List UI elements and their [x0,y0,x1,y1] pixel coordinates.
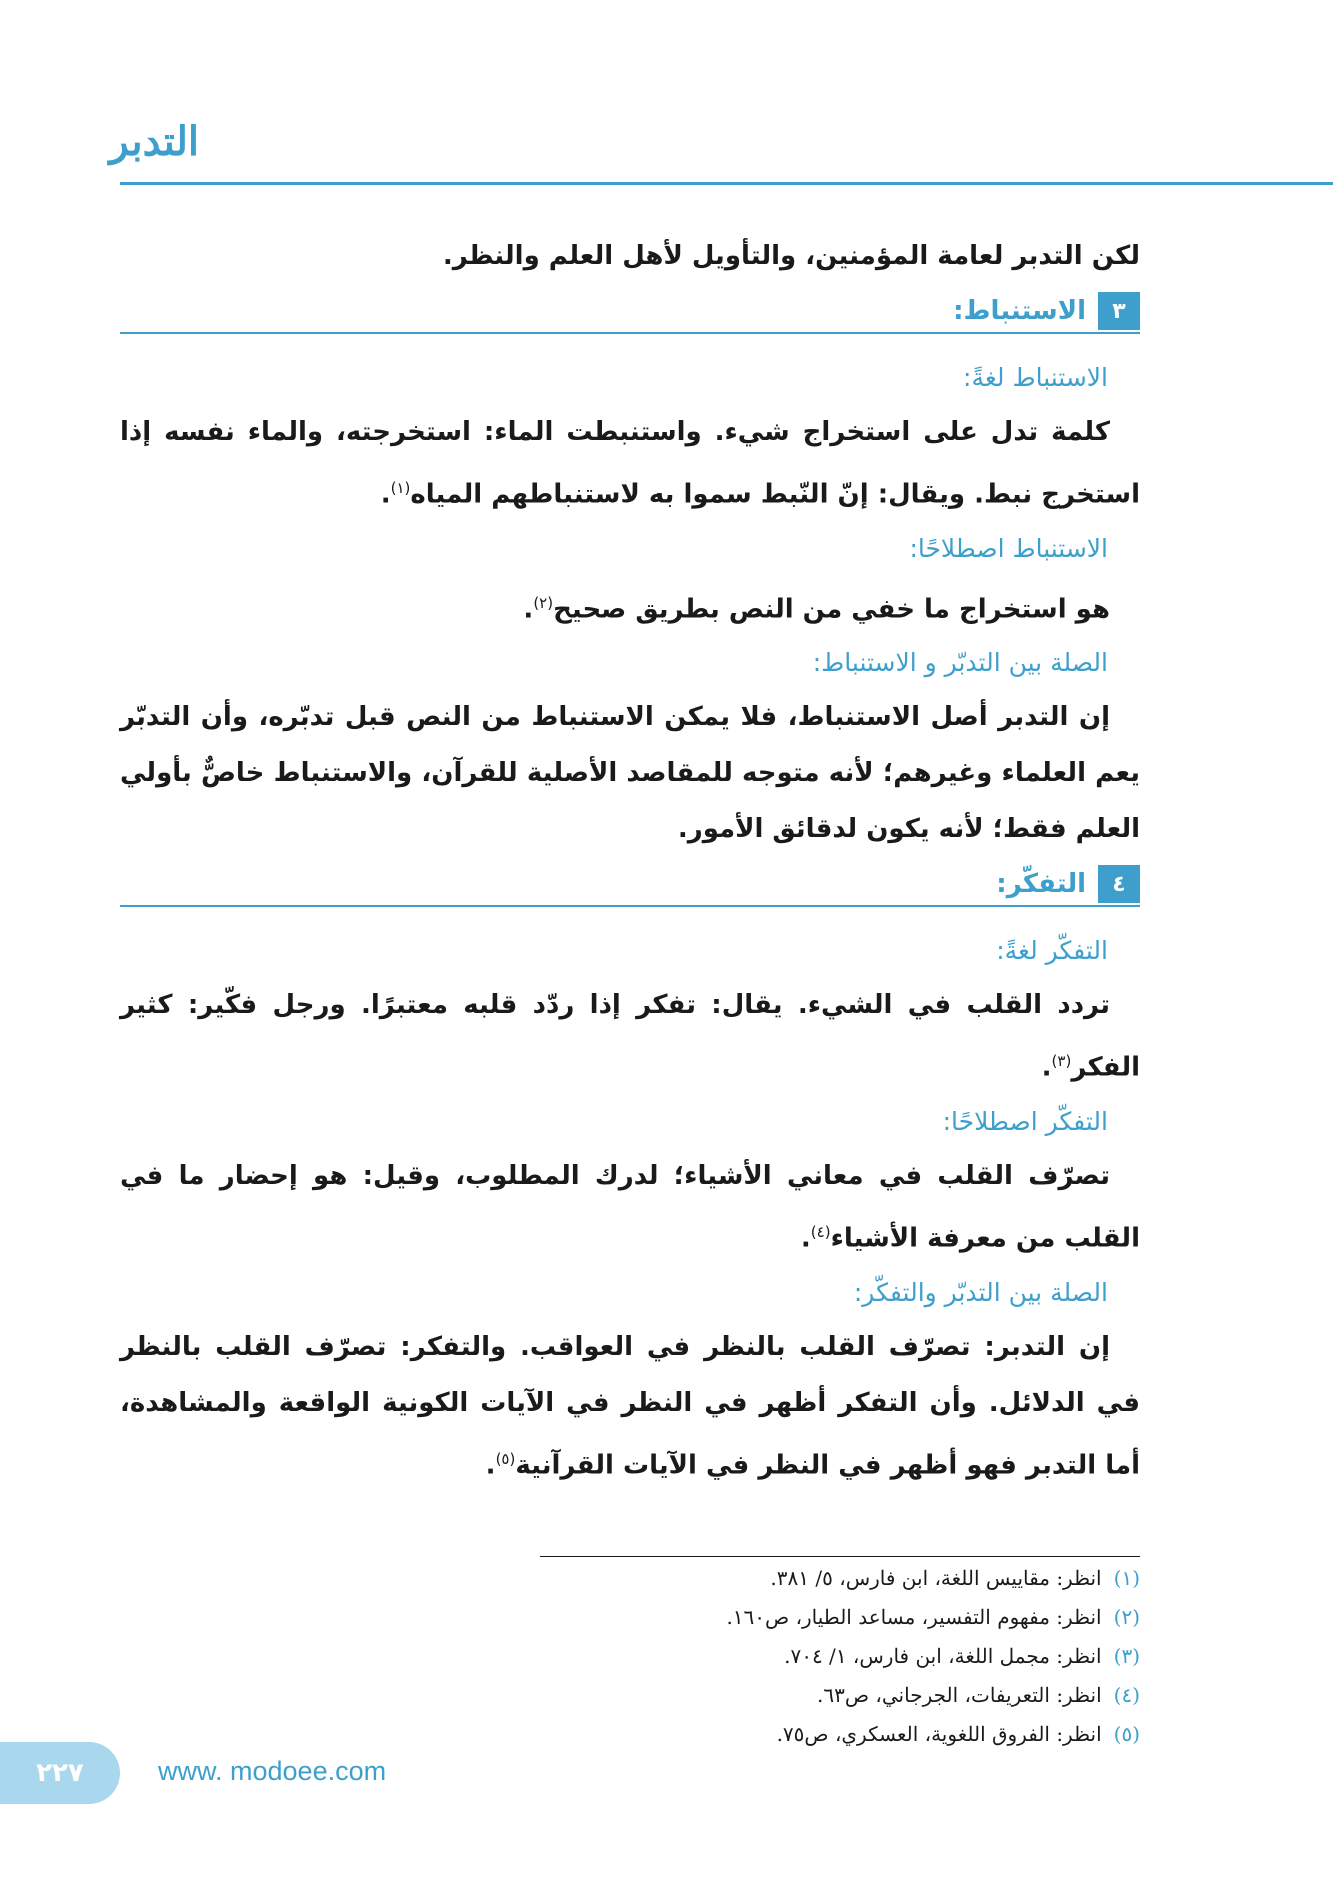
footnotes [540,1556,1140,1754]
paragraph-text: إن التدبر أصل الاستنباط، فلا يمكن الاستنباط من النص قبل تدبّره، وأن التدبّر يعم العلماء وغيرهم؛ لأنه متوجه للمقاصد الأصلية للقرآن، والاستنباط خاصٌّ بأولي العلم فقط؛ لأنه يكون لدقائق الأمور. [120,702,1140,845]
section-number-badge: ٣ [1098,292,1140,330]
section-heading [120,859,1140,911]
main-content [120,228,1140,1493]
page-number: ٢٢٧ [36,1758,84,1788]
footnote-text: انظر: مجمل اللغة، ابن فارس، ١/ ٧٠٤. [784,1644,1102,1668]
paragraph [120,689,1140,857]
footnote-reference[interactable]: (١) [390,479,411,497]
section-title: الاستنباط: [953,296,1086,326]
section-divider [120,905,1140,907]
footnote-reference[interactable]: (٣) [1051,1052,1072,1071]
paragraph-text: تصرّف القلب في معاني الأشياء؛ لدرك المطلوب، وقيل: هو إحضار ما في القلب من معرفة الأشياء [120,1160,1140,1254]
paragraph-terminal: . [523,594,534,625]
footnote-text: انظر: الفروق اللغوية، العسكري، ص٧٥. [776,1722,1102,1746]
page-header-title: التدبر [109,118,199,165]
footnote [540,1676,1140,1715]
subheading: التفكّر لغةً: [996,936,1108,966]
footnote-text: انظر: مقاييس اللغة، ابن فارس، ٥/ ٣٨١. [770,1566,1102,1590]
footnote-number: (٢) [1113,1605,1140,1629]
subheading: الصلة بين التدبّر و الاستنباط: [812,648,1108,678]
footnote-number: (٤) [1113,1683,1140,1707]
paragraph-text: كلمة تدل على استخراج شيء. واستنبطت الماء: استخرجته، والماء نفسه إذا استخرج نبط. ويقال: إنّ النّبط سموا به لاستنباطهم المياه [120,417,1140,510]
footnote-reference[interactable]: (٥) [495,1449,516,1468]
paragraph-terminal: . [380,479,391,510]
footnote-number: (٣) [1113,1644,1140,1668]
subheading: الصلة بين التدبّر والتفكّر: [853,1277,1108,1307]
paragraph-text: هو استخراج ما خفي من النص بطريق صحيح [553,594,1110,625]
paragraph [120,575,1140,638]
website-link[interactable]: www. modoee.com [158,1756,387,1786]
footnote [540,1637,1140,1676]
footnote-number: (٥) [1113,1722,1140,1746]
header-divider [120,182,1333,185]
footnote-reference[interactable]: (٤) [810,1222,831,1241]
section-heading [120,286,1140,338]
paragraph [120,1319,1140,1494]
footnote-text: انظر: التعريفات، الجرجاني، ص٦٣. [817,1683,1102,1707]
section-number-badge: ٤ [1098,865,1140,903]
subheading: الاستنباط لغةً: [963,363,1108,392]
footnote-reference[interactable]: (٢) [533,593,554,612]
paragraph [120,404,1140,523]
footnote [540,1598,1140,1637]
footnote-text: انظر: مفهوم التفسير، مساعد الطيار، ص١٦٠. [726,1605,1102,1629]
footnote-number: (١) [1113,1566,1140,1590]
paragraph-terminal: . [800,1223,811,1254]
paragraph [120,977,1140,1096]
footnote [540,1715,1140,1754]
paragraph-terminal: . [485,1450,496,1481]
paragraph-text: تردد القلب في الشيء. يقال: تفكر إذا ردّد قلبه معتبرًا. ورجل فكّير: كثير الفكر [120,990,1140,1083]
paragraph-text: إن التدبر: تصرّف القلب بالنظر في العواقب. والتفكر: تصرّف القلب بالنظر في الدلائل. وأن التفكر أظهر في النظر في الآيات الكونية الواقعة والمشاهدة، أما التدبر فهو أظهر في النظر في الآيات القرآنية [120,1331,1140,1481]
subheading: التفكّر اصطلاحًا: [942,1106,1108,1136]
paragraph [120,228,1140,284]
section-title: التفكّر: [996,869,1086,900]
paragraph [120,1148,1140,1267]
page-number-badge [0,1742,120,1804]
section-divider [120,332,1140,334]
footnote [540,1559,1140,1598]
subheading: الاستنباط اصطلاحًا: [909,533,1108,563]
paragraph-text: لكن التدبر لعامة المؤمنين، والتأويل لأهل العلم والنظر. [442,241,1140,271]
paragraph-terminal: . [1041,1052,1052,1083]
